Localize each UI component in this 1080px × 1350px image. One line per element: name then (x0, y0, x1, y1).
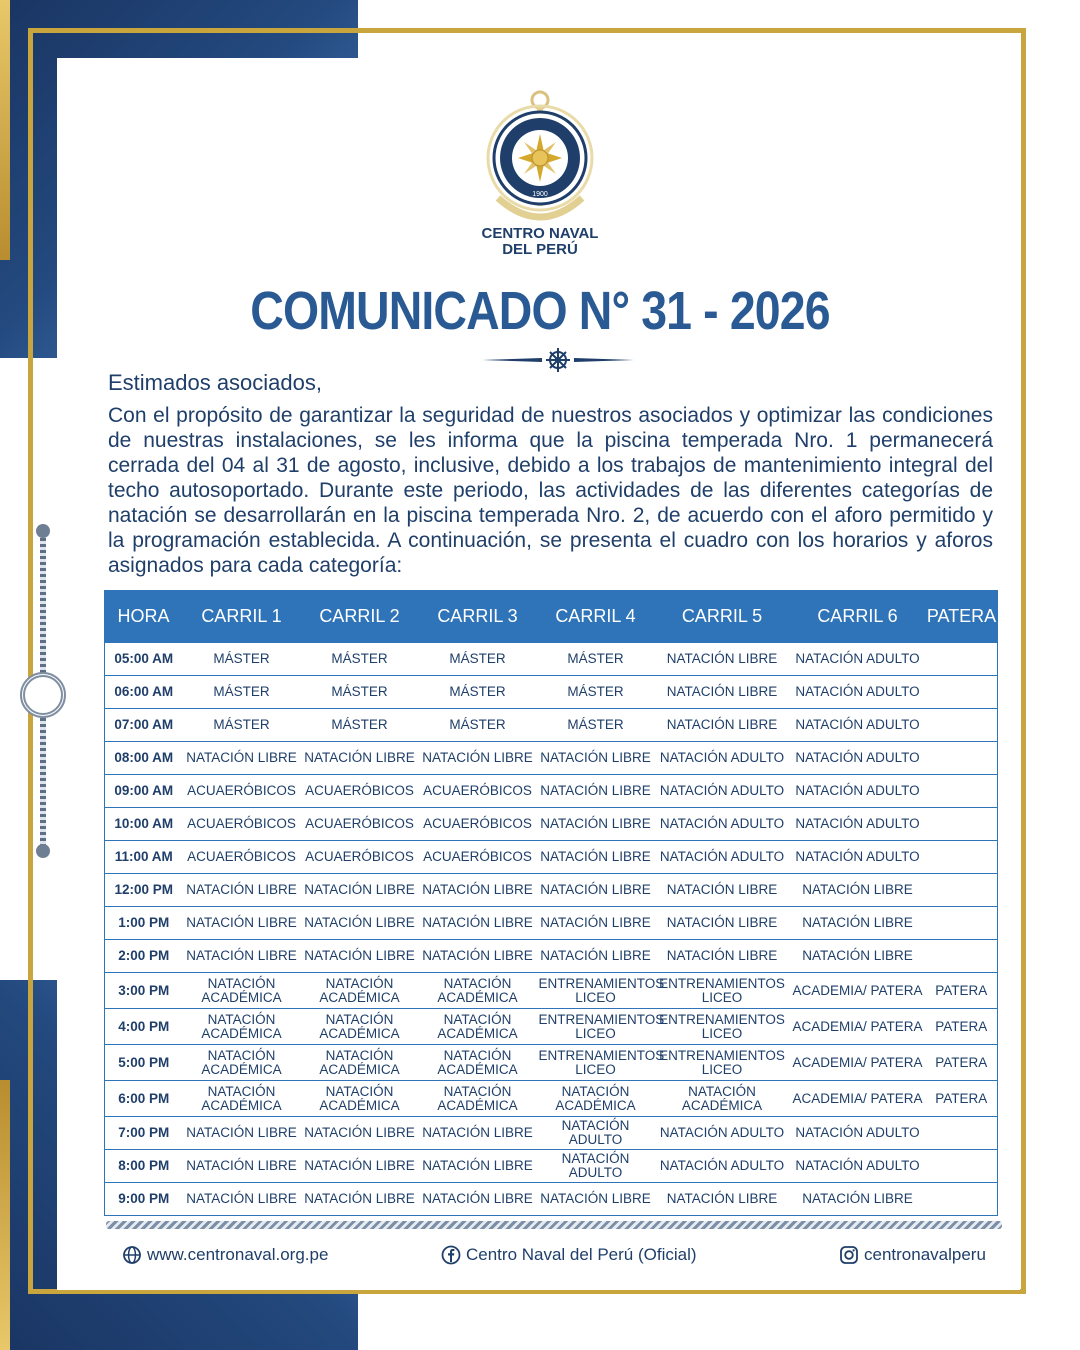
lane-cell (926, 1117, 998, 1150)
time-cell: 11:00 AM (105, 841, 183, 874)
column-header: CARRIL 4 (537, 591, 655, 643)
lane-cell: NATACIÓN ACADÉMICA (419, 1009, 537, 1045)
lane-cell: NATACIÓN ACADÉMICA (183, 1081, 301, 1117)
lane-cell: ENTRENAMIENTOS LICEO (655, 1045, 790, 1081)
lane-cell: NATACIÓN ADULTO (790, 643, 926, 676)
lane-cell: ENTRENAMIENTOS LICEO (655, 1009, 790, 1045)
rope-decoration (36, 524, 50, 858)
centro-naval-logo (480, 86, 600, 226)
lane-cell: NATACIÓN LIBRE (790, 874, 926, 907)
time-cell: 3:00 PM (105, 973, 183, 1009)
lane-cell: NATACIÓN LIBRE (537, 841, 655, 874)
time-cell: 7:00 PM (105, 1117, 183, 1150)
greeting: Estimados asociados, (108, 370, 322, 395)
lane-cell: NATACIÓN LIBRE (301, 1150, 419, 1183)
lane-cell: NATACIÓN LIBRE (301, 742, 419, 775)
lane-cell: NATACIÓN LIBRE (419, 742, 537, 775)
table-row (105, 940, 998, 973)
knot-icon (20, 672, 66, 718)
lane-cell: PATERA (926, 1009, 998, 1045)
lane-cell: ACADEMIA/ PATERA (790, 973, 926, 1009)
table-row (105, 709, 998, 742)
lane-cell: NATACIÓN LIBRE (419, 1150, 537, 1183)
schedule-table (104, 590, 997, 1216)
lane-cell (926, 808, 998, 841)
facebook-icon (441, 1245, 461, 1265)
lane-cell: NATACIÓN ADULTO (655, 775, 790, 808)
lane-cell: ACUAERÓBICOS (183, 841, 301, 874)
lane-cell: NATACIÓN LIBRE (537, 907, 655, 940)
lane-cell: NATACIÓN ACADÉMICA (419, 1081, 537, 1117)
footer-website[interactable] (122, 1245, 328, 1265)
time-cell: 1:00 PM (105, 907, 183, 940)
lane-cell: NATACIÓN LIBRE (655, 1183, 790, 1216)
lane-cell: NATACIÓN LIBRE (183, 1117, 301, 1150)
lane-cell: NATACIÓN LIBRE (301, 940, 419, 973)
lane-cell: NATACIÓN ACADÉMICA (537, 1081, 655, 1117)
lane-cell: ACADEMIA/ PATERA (790, 1009, 926, 1045)
page-title: COMUNICADO N° 31 - 2026 (250, 281, 830, 341)
lane-cell: NATACIÓN LIBRE (183, 1150, 301, 1183)
lane-cell: NATACIÓN ADULTO (790, 775, 926, 808)
lane-cell (926, 1150, 998, 1183)
lane-cell: NATACIÓN ACADÉMICA (419, 973, 537, 1009)
lane-cell: ENTRENAMIENTOS LICEO (537, 1045, 655, 1081)
lane-cell: NATACIÓN LIBRE (183, 742, 301, 775)
table-row (105, 676, 998, 709)
lane-cell: NATACIÓN LIBRE (537, 1183, 655, 1216)
lane-cell: NATACIÓN LIBRE (183, 907, 301, 940)
lane-cell: ENTRENAMIENTOS LICEO (537, 973, 655, 1009)
lane-cell (926, 1183, 998, 1216)
brand-name (440, 226, 640, 258)
website-label: www.centronaval.org.pe (147, 1245, 329, 1264)
lane-cell (926, 940, 998, 973)
footer-instagram[interactable] (839, 1245, 986, 1265)
column-header: HORA (105, 591, 183, 643)
lane-cell (926, 775, 998, 808)
table-row (105, 1150, 998, 1183)
lane-cell: NATACIÓN LIBRE (655, 643, 790, 676)
lane-cell: NATACIÓN ADULTO (790, 676, 926, 709)
table-row (105, 973, 998, 1009)
table-header-row (105, 591, 998, 643)
lane-cell: ACUAERÓBICOS (419, 841, 537, 874)
time-cell: 2:00 PM (105, 940, 183, 973)
lane-cell: PATERA (926, 973, 998, 1009)
lane-cell: NATACIÓN LIBRE (655, 940, 790, 973)
lane-cell: MÁSTER (301, 676, 419, 709)
table-row (105, 775, 998, 808)
announcement-body: Con el propósito de garantizar la seguridad de nuestros asociados y optimizar las condiciones de nuestras instalaciones, se les informa que la piscina temperada Nro. 1 permanecerá cerrada del 04 al 31 de agosto, inclusive, debido a los trabajos de mantenimiento integral del techo autosoportado. Durante este periodo, las actividades de las diferentes categorías de natación se desarrollarán en la piscina temperada Nro. 2, de acuerdo con el aforo permitido y la programación establecida. A continuación, se presenta el cuadro con los horarios y aforos asignados para cada categoría: (108, 404, 993, 577)
lane-cell: NATACIÓN LIBRE (183, 940, 301, 973)
lane-cell: ACADEMIA/ PATERA (790, 1045, 926, 1081)
lane-cell: NATACIÓN LIBRE (183, 1183, 301, 1216)
lane-cell: PATERA (926, 1081, 998, 1117)
lane-cell: NATACIÓN LIBRE (537, 940, 655, 973)
table-row (105, 643, 998, 676)
table-row (105, 808, 998, 841)
lane-cell (926, 742, 998, 775)
lane-cell: MÁSTER (419, 676, 537, 709)
helm-divider (480, 346, 636, 374)
lane-cell: ACUAERÓBICOS (301, 775, 419, 808)
footer-facebook[interactable] (441, 1245, 697, 1265)
brand-line-1: CENTRO NAVAL (481, 225, 599, 242)
column-header: CARRIL 6 (790, 591, 926, 643)
time-cell: 09:00 AM (105, 775, 183, 808)
time-cell: 4:00 PM (105, 1009, 183, 1045)
lane-cell: NATACIÓN LIBRE (301, 874, 419, 907)
lane-cell: NATACIÓN LIBRE (537, 742, 655, 775)
lane-cell: NATACIÓN ADULTO (790, 709, 926, 742)
lane-cell: PATERA (926, 1045, 998, 1081)
table-row (105, 1117, 998, 1150)
table-row (105, 1009, 998, 1045)
lane-cell: NATACIÓN ACADÉMICA (183, 1009, 301, 1045)
table-body (105, 643, 998, 1216)
time-cell: 12:00 PM (105, 874, 183, 907)
time-cell: 8:00 PM (105, 1150, 183, 1183)
lane-cell: NATACIÓN ADULTO (790, 808, 926, 841)
lane-cell: NATACIÓN ACADÉMICA (183, 973, 301, 1009)
lane-cell: NATACIÓN LIBRE (655, 676, 790, 709)
lane-cell: NATACIÓN LIBRE (790, 1183, 926, 1216)
lane-cell: NATACIÓN LIBRE (537, 775, 655, 808)
gold-stripe-top-left (0, 0, 10, 260)
time-cell: 6:00 PM (105, 1081, 183, 1117)
lane-cell: MÁSTER (537, 676, 655, 709)
column-header: CARRIL 3 (419, 591, 537, 643)
lane-cell: NATACIÓN ACADÉMICA (183, 1045, 301, 1081)
table-row (105, 841, 998, 874)
lane-cell: NATACIÓN LIBRE (655, 874, 790, 907)
lane-cell: MÁSTER (301, 643, 419, 676)
lane-cell: MÁSTER (537, 709, 655, 742)
lane-cell: ENTRENAMIENTOS LICEO (655, 973, 790, 1009)
brand-line-2: DEL PERÚ (502, 241, 578, 258)
table-row (105, 1081, 998, 1117)
column-header: CARRIL 5 (655, 591, 790, 643)
lane-cell (926, 676, 998, 709)
lane-cell: ACUAERÓBICOS (301, 841, 419, 874)
lane-cell: NATACIÓN ACADÉMICA (301, 1009, 419, 1045)
lane-cell: NATACIÓN LIBRE (419, 907, 537, 940)
lane-cell: MÁSTER (301, 709, 419, 742)
lane-cell: MÁSTER (419, 709, 537, 742)
lane-cell: NATACIÓN ADULTO (790, 742, 926, 775)
lane-cell (926, 841, 998, 874)
lane-cell: NATACIÓN LIBRE (419, 940, 537, 973)
column-header: CARRIL 1 (183, 591, 301, 643)
instagram-label: centronavalperu (864, 1245, 986, 1264)
lane-cell: NATACIÓN ACADÉMICA (301, 973, 419, 1009)
table-row (105, 874, 998, 907)
lane-cell (926, 907, 998, 940)
facebook-label: Centro Naval del Perú (Oficial) (466, 1245, 697, 1264)
time-cell: 9:00 PM (105, 1183, 183, 1216)
lane-cell: NATACIÓN LIBRE (183, 874, 301, 907)
rope-divider (106, 1221, 1002, 1229)
lane-cell: NATACIÓN ADULTO (790, 1150, 926, 1183)
lane-cell: NATACIÓN ADULTO (655, 1150, 790, 1183)
svg-text:1900: 1900 (532, 191, 548, 198)
lane-cell: NATACIÓN ACADÉMICA (301, 1081, 419, 1117)
lane-cell: NATACIÓN LIBRE (655, 709, 790, 742)
lane-cell: NATACIÓN LIBRE (790, 940, 926, 973)
lane-cell: NATACIÓN ADULTO (655, 1117, 790, 1150)
lane-cell (926, 643, 998, 676)
lane-cell: MÁSTER (183, 643, 301, 676)
time-cell: 07:00 AM (105, 709, 183, 742)
table-row (105, 742, 998, 775)
lane-cell: MÁSTER (537, 643, 655, 676)
time-cell: 10:00 AM (105, 808, 183, 841)
time-cell: 08:00 AM (105, 742, 183, 775)
globe-icon (122, 1245, 142, 1265)
lane-cell: NATACIÓN ADULTO (537, 1150, 655, 1183)
lane-cell: ACADEMIA/ PATERA (790, 1081, 926, 1117)
lane-cell: NATACIÓN LIBRE (419, 1183, 537, 1216)
lane-cell: NATACIÓN ADULTO (655, 742, 790, 775)
lane-cell: NATACIÓN ACADÉMICA (419, 1045, 537, 1081)
lane-cell: NATACIÓN ADULTO (655, 808, 790, 841)
lane-cell: ACUAERÓBICOS (183, 808, 301, 841)
lane-cell: NATACIÓN ADULTO (537, 1117, 655, 1150)
lane-cell: NATACIÓN LIBRE (790, 907, 926, 940)
lane-cell: NATACIÓN LIBRE (301, 1117, 419, 1150)
lane-cell: NATACIÓN LIBRE (419, 1117, 537, 1150)
lane-cell: NATACIÓN ADULTO (790, 841, 926, 874)
lane-cell: MÁSTER (183, 709, 301, 742)
lane-cell: NATACIÓN LIBRE (655, 907, 790, 940)
instagram-icon (839, 1245, 859, 1265)
lane-cell: MÁSTER (183, 676, 301, 709)
time-cell: 5:00 PM (105, 1045, 183, 1081)
gold-stripe-bottom-left (0, 1080, 10, 1350)
lane-cell: ACUAERÓBICOS (301, 808, 419, 841)
lane-cell (926, 709, 998, 742)
column-header: PATERA (926, 591, 998, 643)
table-row (105, 907, 998, 940)
column-header: CARRIL 2 (301, 591, 419, 643)
lane-cell: ACUAERÓBICOS (183, 775, 301, 808)
lane-cell: NATACIÓN LIBRE (537, 808, 655, 841)
lane-cell: NATACIÓN ADULTO (790, 1117, 926, 1150)
lane-cell: NATACIÓN LIBRE (301, 1183, 419, 1216)
lane-cell: NATACIÓN LIBRE (419, 874, 537, 907)
time-cell: 05:00 AM (105, 643, 183, 676)
lane-cell: MÁSTER (419, 643, 537, 676)
lane-cell: NATACIÓN LIBRE (301, 907, 419, 940)
time-cell: 06:00 AM (105, 676, 183, 709)
lane-cell: NATACIÓN ADULTO (655, 841, 790, 874)
lane-cell: ACUAERÓBICOS (419, 808, 537, 841)
table-row (105, 1045, 998, 1081)
lane-cell: ENTRENAMIENTOS LICEO (537, 1009, 655, 1045)
lane-cell: NATACIÓN LIBRE (537, 874, 655, 907)
lane-cell: NATACIÓN ACADÉMICA (655, 1081, 790, 1117)
lane-cell: NATACIÓN ACADÉMICA (301, 1045, 419, 1081)
lane-cell (926, 874, 998, 907)
lane-cell: ACUAERÓBICOS (419, 775, 537, 808)
table-row (105, 1183, 998, 1216)
